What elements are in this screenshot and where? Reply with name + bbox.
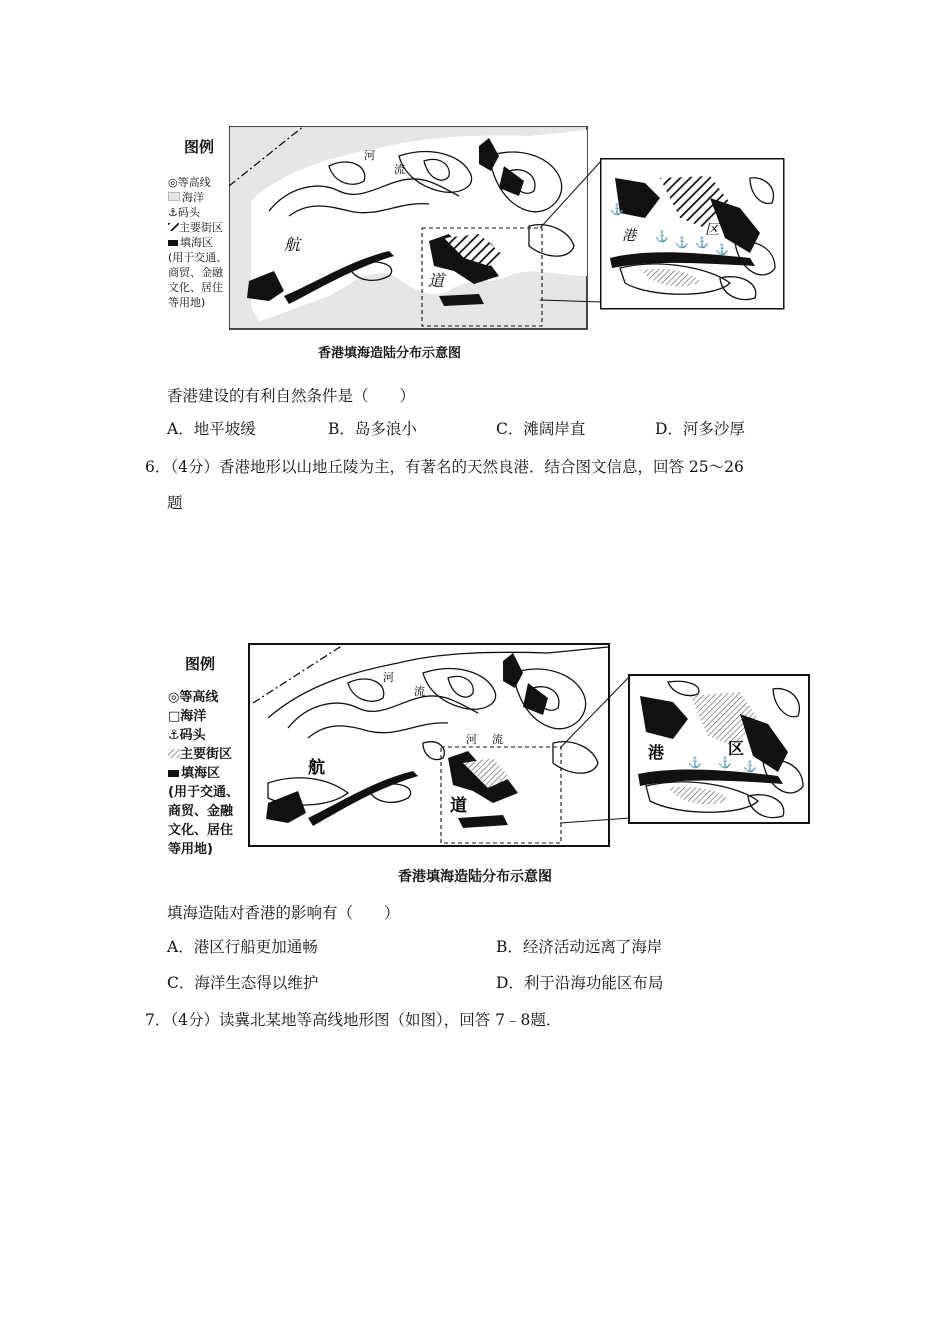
contour-icon: ◎ <box>168 176 178 189</box>
q6-header: 6．（4分）香港地形以山地丘陵为主，有著名的天然良港．结合图文信息，回答 25～26 <box>145 458 744 476</box>
legend <box>168 175 227 310</box>
legend-note-2: 商贸、金融 <box>168 266 223 279</box>
q6-option-b[interactable]: B．经济活动远离了海岸 <box>496 938 663 956</box>
legend-contour: ◎等高线 <box>168 176 211 189</box>
legend-note-1: (用于交通、 <box>168 785 239 800</box>
map-label-channel-1: 航 <box>308 758 325 778</box>
q5-option-a[interactable]: A．地平坡缓 <box>167 420 256 438</box>
legend-street: 主要街区 <box>168 220 227 235</box>
map-label-channel-1: 航 <box>284 235 301 254</box>
anchor-icon: ⚓ <box>168 206 178 219</box>
sea-swatch-icon: □ <box>168 709 181 724</box>
legend-pier: ⚓码头 <box>168 728 206 743</box>
anchor-icon: ⚓ <box>168 728 180 743</box>
legend-reclaim: 填海区 <box>168 235 227 250</box>
harbor-inset-map <box>628 674 810 824</box>
figure-1-caption: 香港填海造陆分布示意图 <box>318 346 462 361</box>
q5-option-b[interactable]: B．岛多浪小 <box>328 420 417 438</box>
legend-title: 图例 <box>184 138 215 156</box>
legend-contour: ◎等高线 <box>168 690 219 705</box>
anchor-icon: ⚓ <box>610 203 624 216</box>
legend-sea: □海洋 <box>168 709 207 724</box>
anchor-icon: ⚓ <box>688 756 702 769</box>
map-label-river-2: 流 <box>414 685 425 698</box>
map-label-channel-2: 道 <box>450 796 467 816</box>
q6-header-cont: 题 <box>167 494 183 512</box>
map-label-river-3: 河 <box>466 733 477 746</box>
legend-note-4: 等用地) <box>168 842 213 857</box>
reclaim-swatch-icon <box>168 240 178 246</box>
map-label-harbor-1: 港 <box>622 228 636 244</box>
hatch-swatch-icon <box>168 747 180 762</box>
legend <box>168 688 239 859</box>
legend-note-4: 等用地) <box>168 296 206 309</box>
q5-option-d[interactable]: D．河多沙厚 <box>655 420 745 438</box>
q5-option-c[interactable]: C．滩阔岸直 <box>496 420 586 438</box>
legend-note-3: 文化、居住 <box>168 281 223 294</box>
figure-1 <box>160 120 800 370</box>
hong-kong-map <box>229 126 589 331</box>
legend-note-2: 商贸、金融 <box>168 804 234 819</box>
anchor-icon: ⚓ <box>695 236 709 249</box>
map-label-channel-2: 道 <box>428 271 445 290</box>
map-label-river-1: 河 <box>383 671 394 684</box>
reclaim-swatch-icon <box>168 770 179 777</box>
harbor-inset-map <box>600 158 785 310</box>
map-label-river-4: 流 <box>492 733 503 746</box>
anchor-icon: ⚓ <box>718 756 732 769</box>
contour-icon: ◎ <box>168 690 180 705</box>
hatch-swatch-icon <box>168 220 179 228</box>
legend-note-3: 文化、居住 <box>168 823 234 838</box>
q6-stem: 填海造陆对香港的影响有（ ） <box>167 904 400 922</box>
q6-option-d[interactable]: D．利于沿海功能区布局 <box>496 974 664 992</box>
figure-2-caption: 香港填海造陆分布示意图 <box>398 869 552 885</box>
map-label-river-1: 河 <box>364 149 375 162</box>
anchor-icon: ⚓ <box>715 243 729 256</box>
legend-sea: 海洋 <box>168 190 227 205</box>
legend-street: 主要街区 <box>168 745 239 764</box>
hong-kong-map <box>248 643 612 848</box>
map-label-harbor-2: 区 <box>705 222 719 238</box>
map-label-harbor-1: 港 <box>648 743 665 762</box>
map-label-harbor-2: 区 <box>728 739 745 758</box>
q5-stem: 香港建设的有利自然条件是（ ） <box>167 387 416 405</box>
legend-reclaim: 填海区 <box>168 764 239 783</box>
inset-connector <box>560 668 635 828</box>
map-label-river-2: 流 <box>394 163 405 176</box>
q6-option-a[interactable]: A．港区行船更加通畅 <box>167 938 318 956</box>
legend-pier: ⚓码头 <box>168 206 200 219</box>
anchor-icon: ⚓ <box>675 236 689 249</box>
anchor-icon: ⚓ <box>743 760 757 773</box>
legend-title: 图例 <box>185 655 216 673</box>
anchor-icon: ⚓ <box>655 230 669 243</box>
q6-option-c[interactable]: C．海洋生态得以维护 <box>167 974 319 992</box>
figure-2 <box>160 638 820 893</box>
q7-header: 7．（4分）读冀北某地等高线地形图（如图），回答 7﹣8题． <box>145 1011 562 1029</box>
sea-swatch-icon <box>168 192 180 201</box>
legend-note-1: (用于交通、 <box>168 251 228 264</box>
